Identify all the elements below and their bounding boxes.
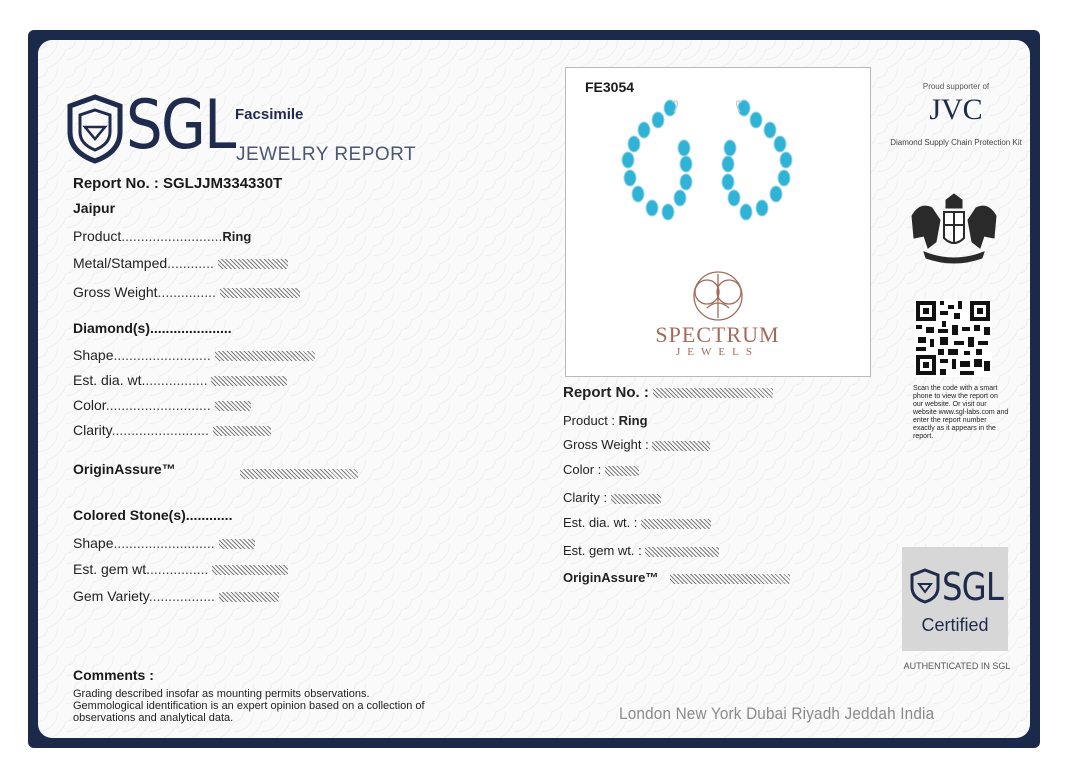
summary-value: Ring bbox=[618, 413, 648, 428]
leader-dots: ............... bbox=[157, 284, 216, 300]
origin-assure-value bbox=[240, 465, 358, 483]
summary-label: Color : bbox=[563, 462, 602, 477]
leader-dots: .......................... bbox=[121, 228, 223, 244]
coat-of-arms-icon bbox=[906, 192, 1002, 266]
detail-label: Gem Variety bbox=[73, 588, 149, 604]
certified-logo-text: SGL bbox=[942, 565, 1003, 609]
summary-label: Product : bbox=[563, 413, 616, 428]
summary-clarity bbox=[563, 490, 661, 505]
sgl-shield-icon bbox=[66, 94, 124, 164]
leader-dots: ........................... bbox=[105, 397, 211, 413]
jvc-logo: JVC bbox=[929, 93, 983, 126]
comments-text: Grading described insofar as mounting permits observations. Gemmological identification is an expert opinion based on a collection of observations and analytical data. bbox=[73, 688, 425, 724]
comments-heading: Comments : bbox=[73, 667, 154, 683]
item-code: FE3054 bbox=[585, 79, 635, 95]
leader-dots: .......................... bbox=[113, 535, 215, 551]
earrings-image bbox=[612, 98, 812, 228]
detail-label: Clarity bbox=[73, 422, 112, 438]
diamond-heading bbox=[73, 320, 232, 336]
summary-color bbox=[563, 462, 639, 477]
summary-est-gem bbox=[563, 543, 719, 558]
summary-gross-weight bbox=[563, 437, 710, 452]
qr-code bbox=[914, 299, 992, 377]
redacted-value bbox=[611, 494, 661, 504]
redacted-value bbox=[670, 574, 790, 584]
redacted-value bbox=[605, 466, 639, 476]
summary-label: Est. gem wt. : bbox=[563, 543, 642, 558]
detail-label: Color bbox=[73, 397, 106, 413]
leader-dots: ..................... bbox=[150, 320, 232, 336]
redacted-value bbox=[220, 288, 300, 298]
leader-dots: ......................... bbox=[113, 347, 211, 363]
summary-label: Gross Weight : bbox=[563, 437, 649, 452]
summary-product bbox=[563, 413, 648, 428]
detail-row-metal bbox=[73, 255, 288, 271]
summary-label: Clarity : bbox=[563, 490, 608, 505]
diamond-row-weight bbox=[73, 372, 287, 388]
redacted-value bbox=[652, 441, 710, 451]
proud-supporter: Proud supporter of bbox=[922, 82, 990, 91]
redacted-value bbox=[215, 401, 251, 411]
detail-row-gross-weight bbox=[73, 284, 300, 300]
certified-shield-icon bbox=[910, 568, 940, 604]
redacted-value bbox=[218, 259, 288, 269]
summary-label: Est. dia. wt. : bbox=[563, 515, 638, 530]
brand-subtitle: JEWELS bbox=[676, 346, 759, 358]
colored-row-shape bbox=[73, 535, 255, 551]
leader-dots: ................ bbox=[145, 372, 208, 388]
detail-label: Est. gem wt. bbox=[73, 561, 151, 577]
diamond-row-color bbox=[73, 397, 251, 413]
redacted-value bbox=[213, 426, 271, 436]
leader-dots: ................. bbox=[148, 588, 215, 604]
detail-row-product bbox=[73, 228, 251, 244]
certified-label: Certified bbox=[921, 615, 989, 635]
redacted-value bbox=[215, 351, 315, 361]
summary-est-dia bbox=[563, 515, 711, 530]
sgl-logo-text: SGL bbox=[126, 86, 235, 165]
diamond-heading-text: Diamond(s) bbox=[73, 320, 150, 336]
summary-label: OriginAssure™ bbox=[563, 570, 659, 585]
detail-value: Ring bbox=[222, 229, 252, 244]
leader-dots: ............ bbox=[185, 507, 233, 523]
redacted-value bbox=[641, 519, 711, 529]
brand-name: SPECTRUM bbox=[655, 322, 780, 347]
redacted-value bbox=[219, 539, 255, 549]
report-number: Report No. : SGLJJM334330T bbox=[73, 175, 283, 192]
spectrum-monogram-icon bbox=[683, 268, 753, 324]
colored-row-variety bbox=[73, 588, 279, 604]
detail-label: Shape bbox=[73, 535, 114, 551]
office-cities: London New York Dubai Riyadh Jeddah India bbox=[619, 704, 935, 723]
diamond-row-shape bbox=[73, 347, 315, 363]
leader-dots: ............ bbox=[167, 255, 214, 271]
redacted-value bbox=[653, 388, 773, 398]
summary-report-no bbox=[563, 384, 773, 401]
jvc-subtitle: Diamond Supply Chain Protection Kit bbox=[890, 138, 1022, 147]
redacted-value bbox=[211, 376, 287, 386]
detail-label: Product bbox=[73, 228, 122, 244]
redacted-value bbox=[212, 565, 288, 575]
leader-dots: ......................... bbox=[111, 422, 209, 438]
origin-assure-label: OriginAssure™ bbox=[73, 461, 176, 477]
detail-label: Est. dia. wt. bbox=[73, 372, 146, 388]
authenticated-label: AUTHENTICATED IN SGL bbox=[903, 661, 1011, 671]
summary-label: Report No. : bbox=[563, 384, 649, 401]
colored-heading-text: Colored Stone(s) bbox=[73, 507, 186, 523]
colored-row-weight bbox=[73, 561, 288, 577]
qr-instructions: Scan the code with a smart phone to view the report on our website. Or visit our website www.sgl-labs.com and enter the report number exactly as it appears in the report. bbox=[913, 385, 1009, 440]
redacted-value bbox=[645, 547, 719, 557]
leader-dots: ............... bbox=[150, 561, 209, 577]
detail-label: Metal/Stamped bbox=[73, 255, 168, 271]
report-type: JEWELRY REPORT bbox=[236, 144, 417, 165]
detail-label: Gross Weight bbox=[73, 284, 158, 300]
report-city: Jaipur bbox=[73, 200, 116, 216]
colored-heading bbox=[73, 507, 232, 523]
facsimile-label: Facsimile bbox=[235, 106, 304, 123]
redacted-value bbox=[219, 592, 279, 602]
diamond-row-clarity bbox=[73, 422, 271, 438]
summary-origin bbox=[563, 570, 790, 585]
detail-label: Shape bbox=[73, 347, 114, 363]
